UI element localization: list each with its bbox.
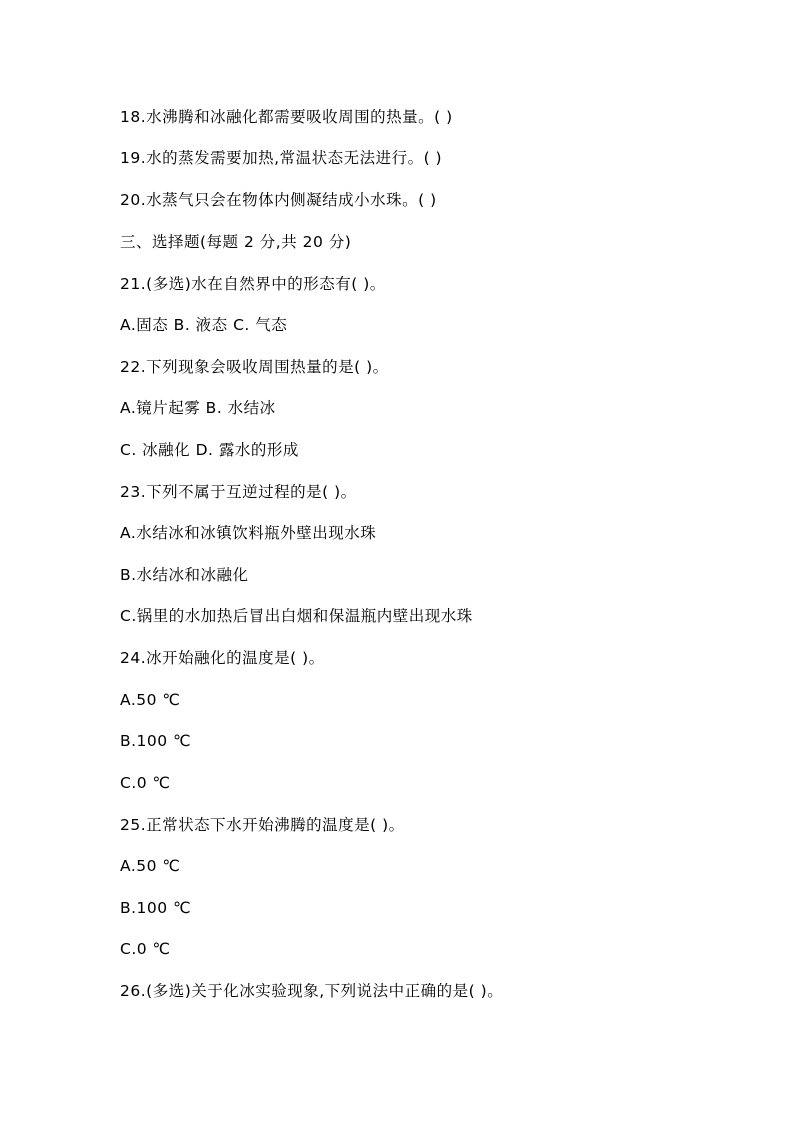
question-24-option-c: C.0 ℃ <box>120 774 171 792</box>
question-23: 23.下列不属于互逆过程的是( )。 <box>120 483 357 501</box>
question-25: 25.正常状态下水开始沸腾的温度是( )。 <box>120 816 405 834</box>
question-25-option-a: A.50 ℃ <box>120 857 181 875</box>
question-22: 22.下列现象会吸收周围热量的是( )。 <box>120 358 389 376</box>
question-22-options-cd: C. 冰融化 D. 露水的形成 <box>120 441 299 459</box>
question-22-options-ab: A.镜片起雾 B. 水结冰 <box>120 399 276 417</box>
question-25-option-c: C.0 ℃ <box>120 940 171 958</box>
question-23-option-c: C.锅里的水加热后冒出白烟和保温瓶内壁出现水珠 <box>120 607 473 625</box>
question-18: 18.水沸腾和冰融化都需要吸收周围的热量。( ) <box>120 108 453 126</box>
question-23-option-b: B.水结冰和冰融化 <box>120 566 249 584</box>
question-19: 19.水的蒸发需要加热,常温状态无法进行。( ) <box>120 149 443 167</box>
question-24: 24.冰开始融化的温度是( )。 <box>120 649 325 667</box>
question-24-option-b: B.100 ℃ <box>120 732 191 750</box>
section-heading: 三、选择题(每题 2 分,共 20 分) <box>120 233 352 251</box>
question-20: 20.水蒸气只会在物体内侧凝结成小水珠。( ) <box>120 191 437 209</box>
question-24-option-a: A.50 ℃ <box>120 691 181 709</box>
question-21-options: A.固态 B. 液态 C. 气态 <box>120 316 288 334</box>
question-21: 21.(多选)水在自然界中的形态有( )。 <box>120 275 386 293</box>
question-23-option-a: A.水结冰和冰镇饮料瓶外壁出现水珠 <box>120 524 377 542</box>
question-26: 26.(多选)关于化冰实验现象,下列说法中正确的是( )。 <box>120 982 504 1000</box>
question-25-option-b: B.100 ℃ <box>120 899 191 917</box>
